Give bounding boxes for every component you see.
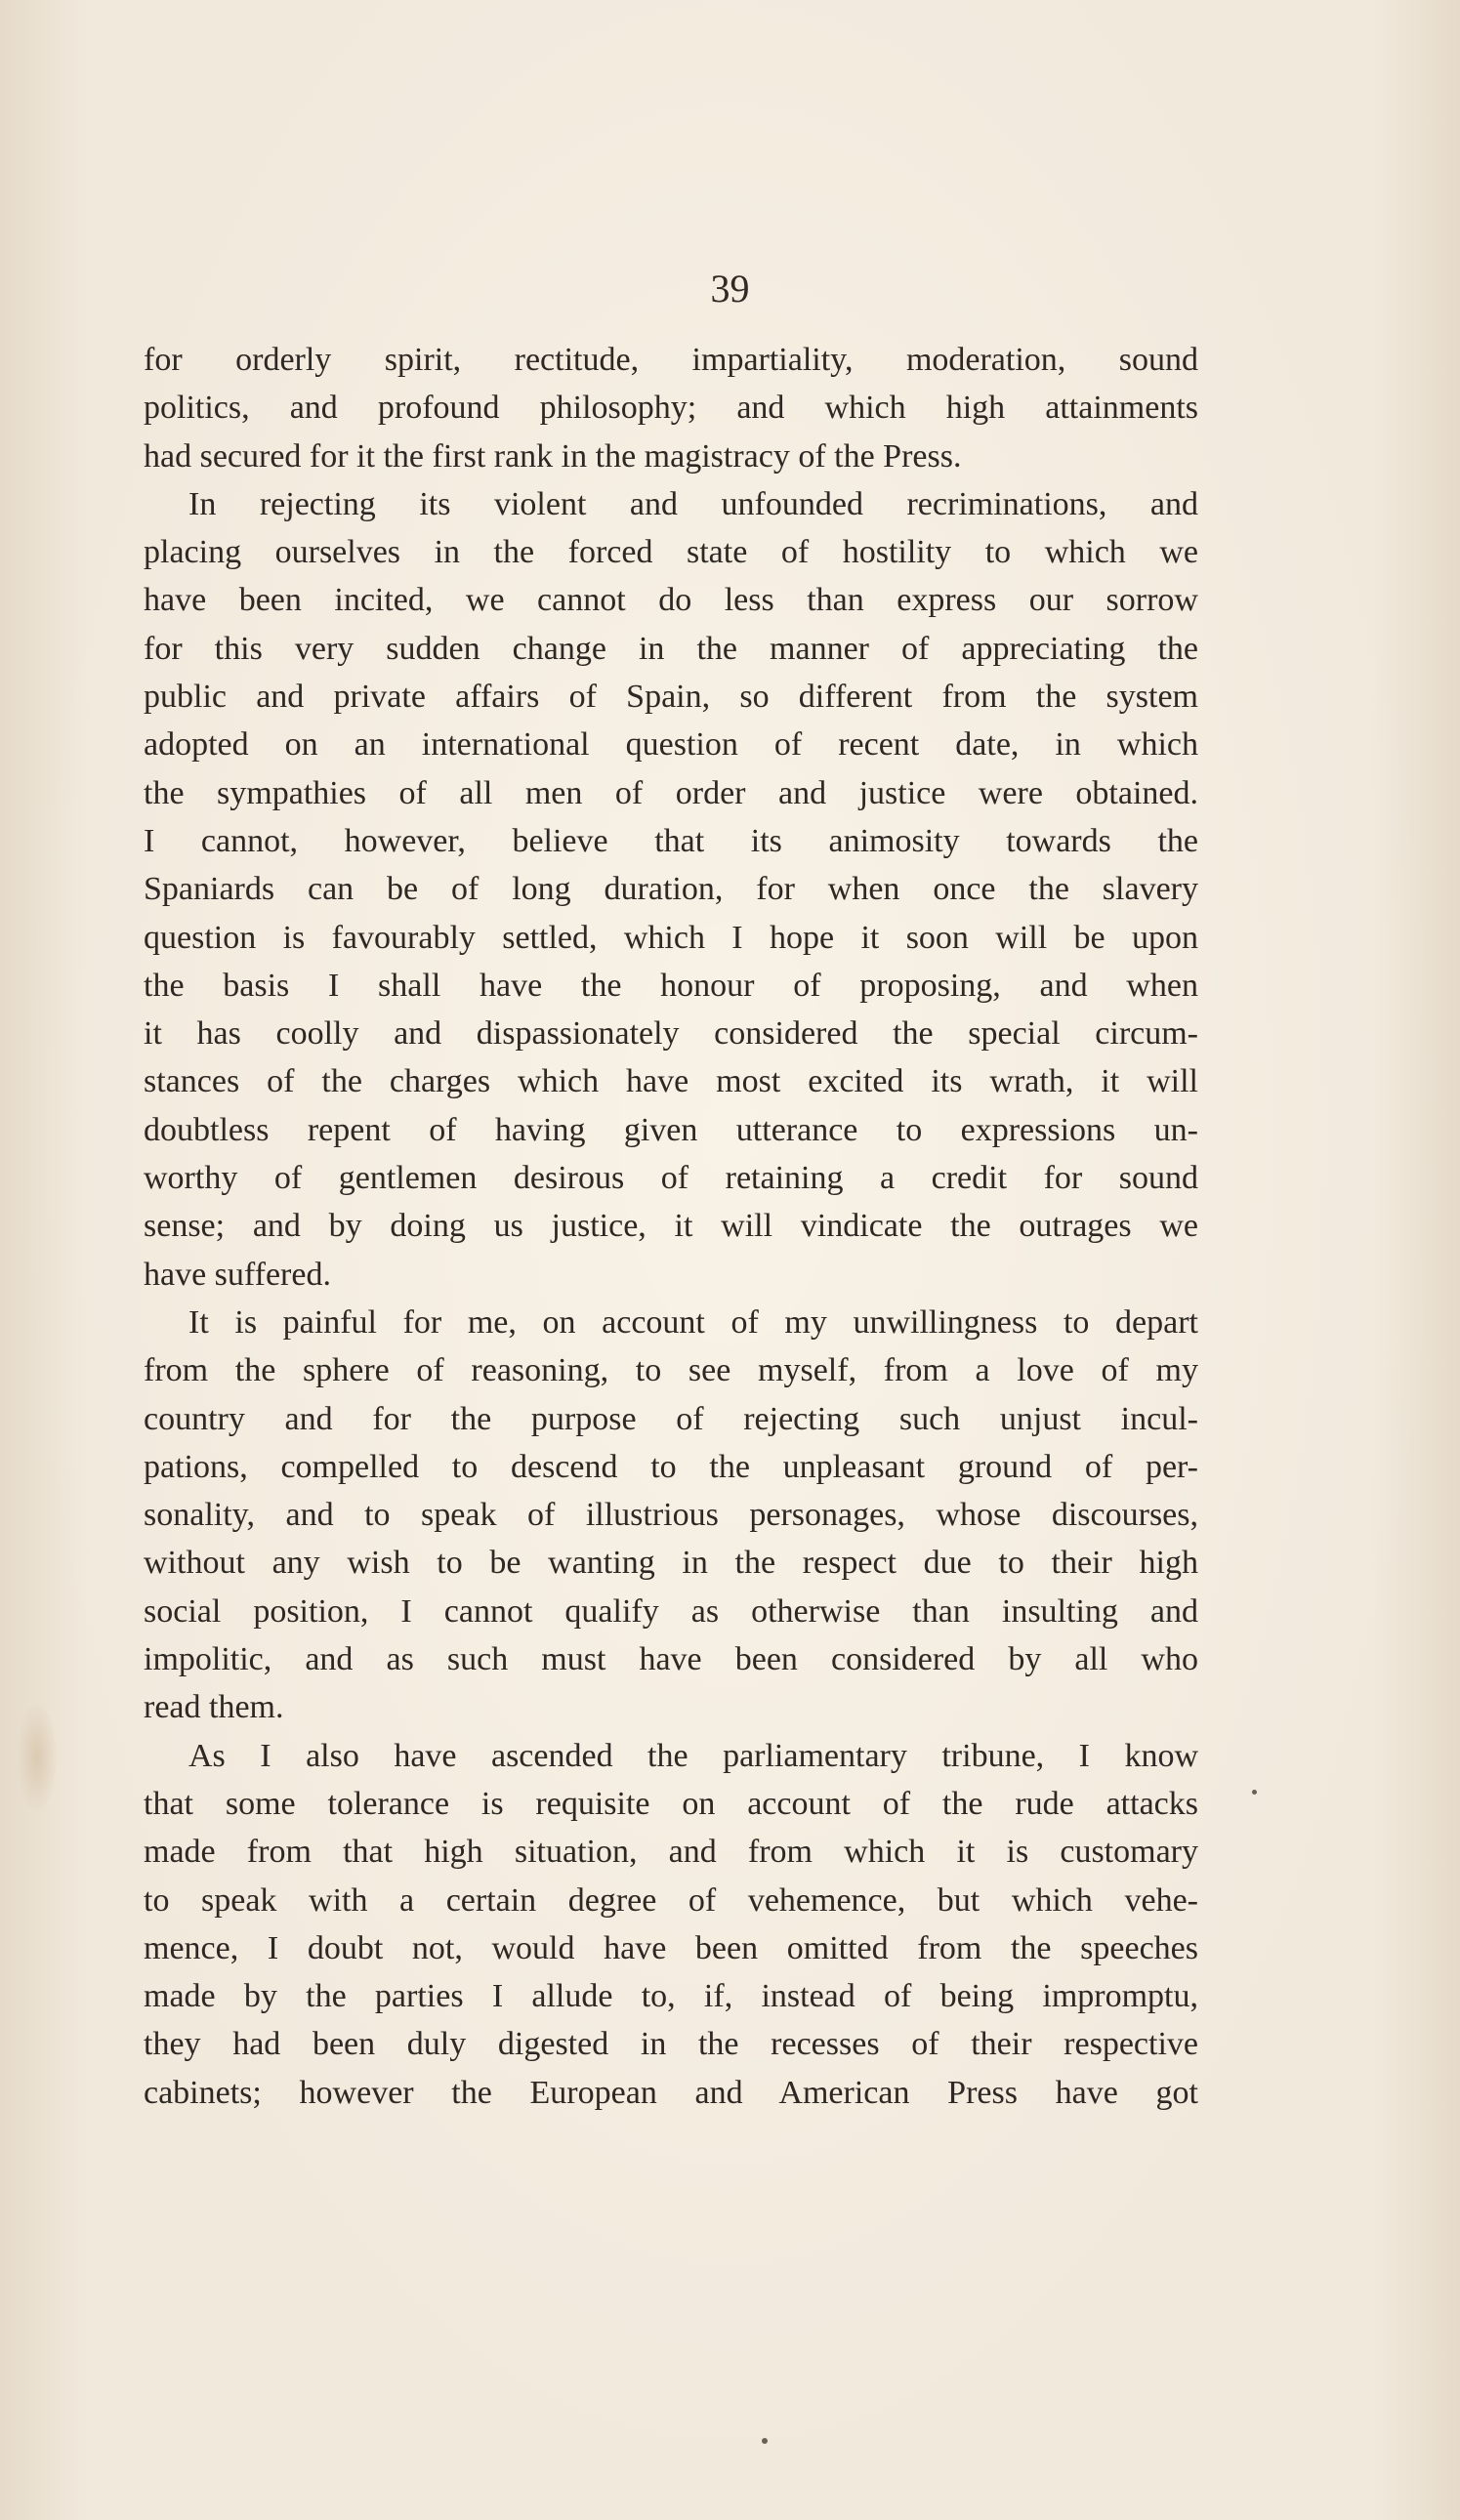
text-line: As I also have ascended the parliamentary tribune, I know (188, 1737, 1198, 1774)
text-line: country and for the purpose of rejecting such unjust incul- (144, 1400, 1198, 1437)
text-line: that some tolerance is requisite on account of the rude attacks (144, 1785, 1198, 1822)
text-line: the basis I shall have the honour of proposing, and when (144, 967, 1198, 1004)
text-line: It is painful for me, on account of my unwillingness to depart (188, 1303, 1198, 1341)
text-line: adopted on an international question of recent date, in which (144, 726, 1198, 764)
text-line: public and private affairs of Spain, so different from the system (144, 679, 1198, 716)
body-text (144, 336, 1198, 2117)
text-line: question is favourably settled, which I hope it soon will be upon (144, 919, 1198, 956)
text-line: made from that high situation, and from which it is customary (144, 1834, 1198, 1871)
text-line: to speak with a certain degree of vehemence, but which vehe- (144, 1881, 1198, 1919)
text-line: pations, compelled to descend to the unpleasant ground of per- (144, 1448, 1198, 1485)
text-line: cabinets; however the European and American Press have got (144, 2074, 1198, 2111)
text-line: have suffered. (144, 1256, 331, 1293)
text-line: have been incited, we cannot do less than express our sorrow (144, 582, 1198, 619)
text-line: stances of the charges which have most excited its wrath, it will (144, 1063, 1198, 1100)
text-line: sense; and by doing us justice, it will vindicate the outrages we (144, 1208, 1198, 1245)
paper-stain (18, 1704, 57, 1811)
text-line: they had been duly digested in the recesses of their respective (144, 2026, 1198, 2063)
text-line: In rejecting its violent and unfounded recriminations, and (188, 485, 1198, 522)
speck (762, 2438, 768, 2444)
text-line: for orderly spirit, rectitude, impartiality, moderation, sound (144, 342, 1198, 378)
text-line: worthy of gentlemen desirous of retaining a credit for sound (144, 1160, 1198, 1197)
text-line: it has coolly and dispassionately considered the special circum- (144, 1015, 1198, 1053)
text-line: politics, and profound philosophy; and which high attainments (144, 390, 1198, 427)
text-line: the sympathies of all men of order and justice were obtained. (144, 774, 1198, 811)
text-line: for this very sudden change in the manner of appreciating the (144, 630, 1198, 667)
text-line: read them. (144, 1689, 284, 1726)
page-number: 39 (710, 267, 750, 310)
text-line: I cannot, however, believe that its animosity towards the (144, 822, 1198, 859)
text-line: made by the parties I allude to, if, instead of being impromptu, (144, 1978, 1198, 2015)
text-line: placing ourselves in the forced state of hostility to which we (144, 534, 1198, 571)
text-line: without any wish to be wanting in the respect due to their high (144, 1545, 1198, 1582)
text-line: Spaniards can be of long duration, for when once the slavery (144, 871, 1198, 908)
text-line: social position, I cannot qualify as otherwise than insulting and (144, 1592, 1198, 1630)
text-line: mence, I doubt not, would have been omitted from the speeches (144, 1929, 1198, 1966)
text-line: doubtless repent of having given utterance to expressions un- (144, 1111, 1198, 1148)
text-line: sonality, and to speak of illustrious personages, whose discourses, (144, 1497, 1198, 1534)
text-line: had secured for it the first rank in the magistracy of the Press. (144, 437, 962, 475)
text-line: impolitic, and as such must have been considered by all who (144, 1641, 1198, 1678)
text-line: from the sphere of reasoning, to see myself, from a love of my (144, 1352, 1198, 1389)
speck (1252, 1790, 1257, 1795)
